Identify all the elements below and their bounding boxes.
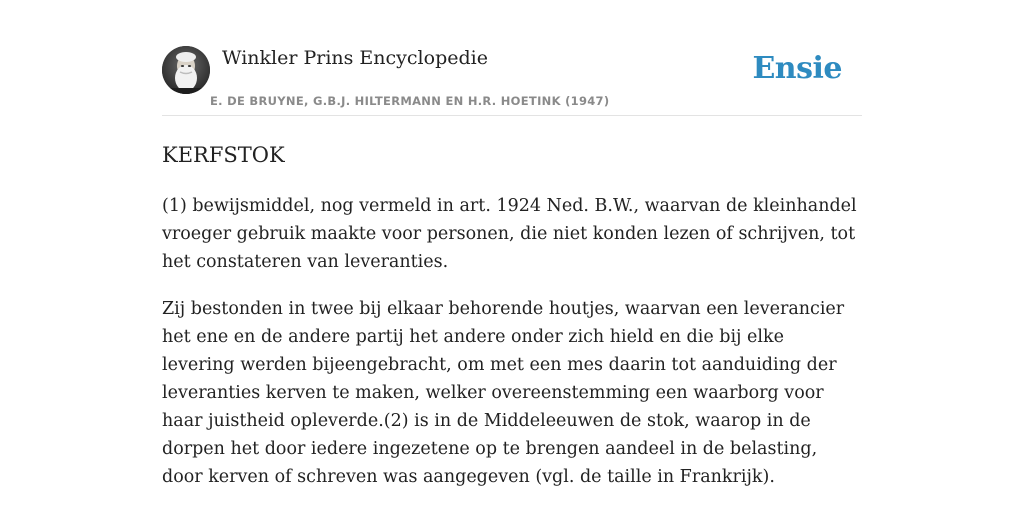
source-title[interactable]: Winkler Prins Encyclopedie xyxy=(222,47,488,69)
entry-paragraph: (1) bewijsmiddel, nog vermeld in art. 1924 Ned. B.W., waarvan de kleinhandel vroeger gebruik maakte voor personen, die niet konden lezen of schrijven, tot het constateren van leveranties. xyxy=(162,196,857,272)
source-authors: E. DE BRUYNE, G.B.J. HILTERMANN EN H.R. HOETINK (1947) xyxy=(210,94,610,108)
entry-body xyxy=(162,192,862,510)
source-header xyxy=(162,46,862,116)
entry-paragraph: Zij bestonden in twee bij elkaar behorende houtjes, waarvan een leverancier het ene en de andere partij het andere onder zich hield en die bij elke levering werden bijeengebracht, om met een mes daarin tot aanduiding der leveranties kerven te maken, welker overeenstemming een waarborg voor haar juistheid opleverde.(2) is in de Middeleeuwen de stok, waarop in de dorpen het door iedere ingezetene op te brengen aandeel in de belasting, door kerven of schreven was aangegeven (vgl. de taille in Frankrijk). xyxy=(162,299,845,487)
portrait-icon xyxy=(162,46,210,94)
author-avatar[interactable] xyxy=(162,46,210,94)
entry-title: KERFSTOK xyxy=(162,143,285,167)
ensie-logo-link[interactable]: Ensie xyxy=(752,51,842,86)
